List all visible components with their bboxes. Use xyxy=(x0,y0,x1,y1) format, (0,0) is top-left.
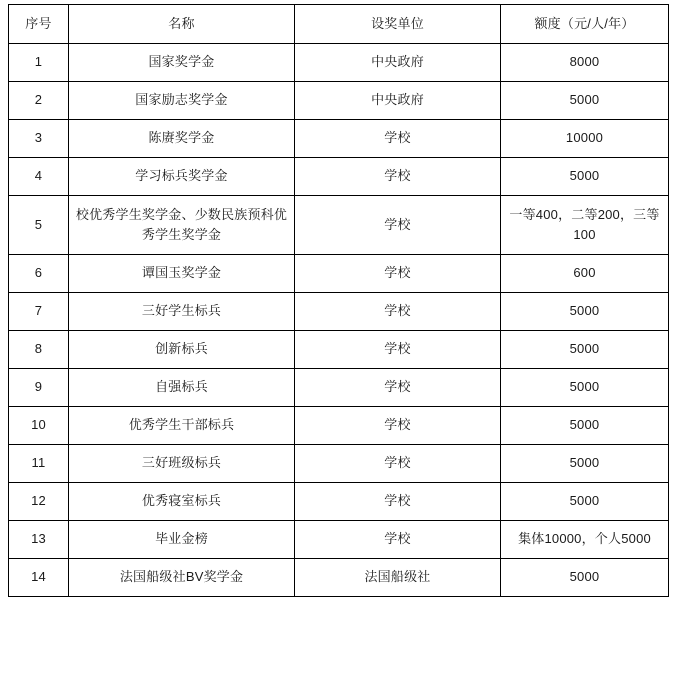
cell-amount: 5000 xyxy=(501,158,669,196)
cell-no: 2 xyxy=(9,82,69,120)
cell-name: 法国船级社BV奖学金 xyxy=(69,559,295,597)
table-row xyxy=(9,293,669,331)
cell-unit: 学校 xyxy=(295,331,501,369)
cell-name: 三好班级标兵 xyxy=(69,445,295,483)
cell-unit: 学校 xyxy=(295,158,501,196)
cell-name: 创新标兵 xyxy=(69,331,295,369)
table-row xyxy=(9,445,669,483)
cell-unit: 学校 xyxy=(295,120,501,158)
cell-no: 4 xyxy=(9,158,69,196)
cell-amount: 10000 xyxy=(501,120,669,158)
cell-amount: 5000 xyxy=(501,82,669,120)
cell-amount: 一等400，二等200，三等100 xyxy=(501,196,669,255)
cell-no: 3 xyxy=(9,120,69,158)
cell-amount: 8000 xyxy=(501,44,669,82)
cell-unit: 学校 xyxy=(295,196,501,255)
table-row xyxy=(9,196,669,255)
scholarship-table-container xyxy=(8,4,668,597)
cell-name: 国家奖学金 xyxy=(69,44,295,82)
cell-no: 9 xyxy=(9,369,69,407)
cell-name: 学习标兵奖学金 xyxy=(69,158,295,196)
cell-unit: 学校 xyxy=(295,483,501,521)
cell-name: 毕业金榜 xyxy=(69,521,295,559)
cell-no: 7 xyxy=(9,293,69,331)
column-header-name: 名称 xyxy=(69,5,295,44)
cell-unit: 学校 xyxy=(295,407,501,445)
cell-amount: 5000 xyxy=(501,407,669,445)
cell-unit: 中央政府 xyxy=(295,44,501,82)
cell-no: 8 xyxy=(9,331,69,369)
cell-unit: 学校 xyxy=(295,293,501,331)
cell-no: 12 xyxy=(9,483,69,521)
cell-name: 谭国玉奖学金 xyxy=(69,255,295,293)
cell-amount: 5000 xyxy=(501,369,669,407)
cell-amount: 集体10000，个人5000 xyxy=(501,521,669,559)
table-row xyxy=(9,483,669,521)
table-row xyxy=(9,44,669,82)
cell-name: 陈赓奖学金 xyxy=(69,120,295,158)
cell-unit: 学校 xyxy=(295,521,501,559)
cell-unit: 法国船级社 xyxy=(295,559,501,597)
cell-unit: 学校 xyxy=(295,445,501,483)
cell-unit: 中央政府 xyxy=(295,82,501,120)
cell-name: 校优秀学生奖学金、少数民族预科优秀学生奖学金 xyxy=(69,196,295,255)
table-row xyxy=(9,120,669,158)
cell-name: 优秀学生干部标兵 xyxy=(69,407,295,445)
table-row xyxy=(9,82,669,120)
cell-name: 三好学生标兵 xyxy=(69,293,295,331)
table-row xyxy=(9,158,669,196)
cell-name: 自强标兵 xyxy=(69,369,295,407)
table-row xyxy=(9,407,669,445)
cell-unit: 学校 xyxy=(295,255,501,293)
table-header-row xyxy=(9,5,669,44)
cell-name: 国家励志奖学金 xyxy=(69,82,295,120)
cell-no: 10 xyxy=(9,407,69,445)
cell-no: 13 xyxy=(9,521,69,559)
table-row xyxy=(9,331,669,369)
cell-amount: 5000 xyxy=(501,445,669,483)
cell-amount: 5000 xyxy=(501,331,669,369)
cell-no: 11 xyxy=(9,445,69,483)
column-header-no: 序号 xyxy=(9,5,69,44)
cell-no: 6 xyxy=(9,255,69,293)
cell-no: 5 xyxy=(9,196,69,255)
table-header xyxy=(9,5,669,44)
cell-no: 1 xyxy=(9,44,69,82)
column-header-amount: 额度（元/人/年） xyxy=(501,5,669,44)
cell-amount: 600 xyxy=(501,255,669,293)
table-row xyxy=(9,369,669,407)
table-row xyxy=(9,255,669,293)
scholarship-award-table xyxy=(8,4,669,597)
column-header-unit: 设奖单位 xyxy=(295,5,501,44)
table-body xyxy=(9,44,669,597)
cell-amount: 5000 xyxy=(501,559,669,597)
cell-unit: 学校 xyxy=(295,369,501,407)
cell-no: 14 xyxy=(9,559,69,597)
table-row xyxy=(9,521,669,559)
cell-amount: 5000 xyxy=(501,483,669,521)
cell-name: 优秀寝室标兵 xyxy=(69,483,295,521)
cell-amount: 5000 xyxy=(501,293,669,331)
table-row xyxy=(9,559,669,597)
